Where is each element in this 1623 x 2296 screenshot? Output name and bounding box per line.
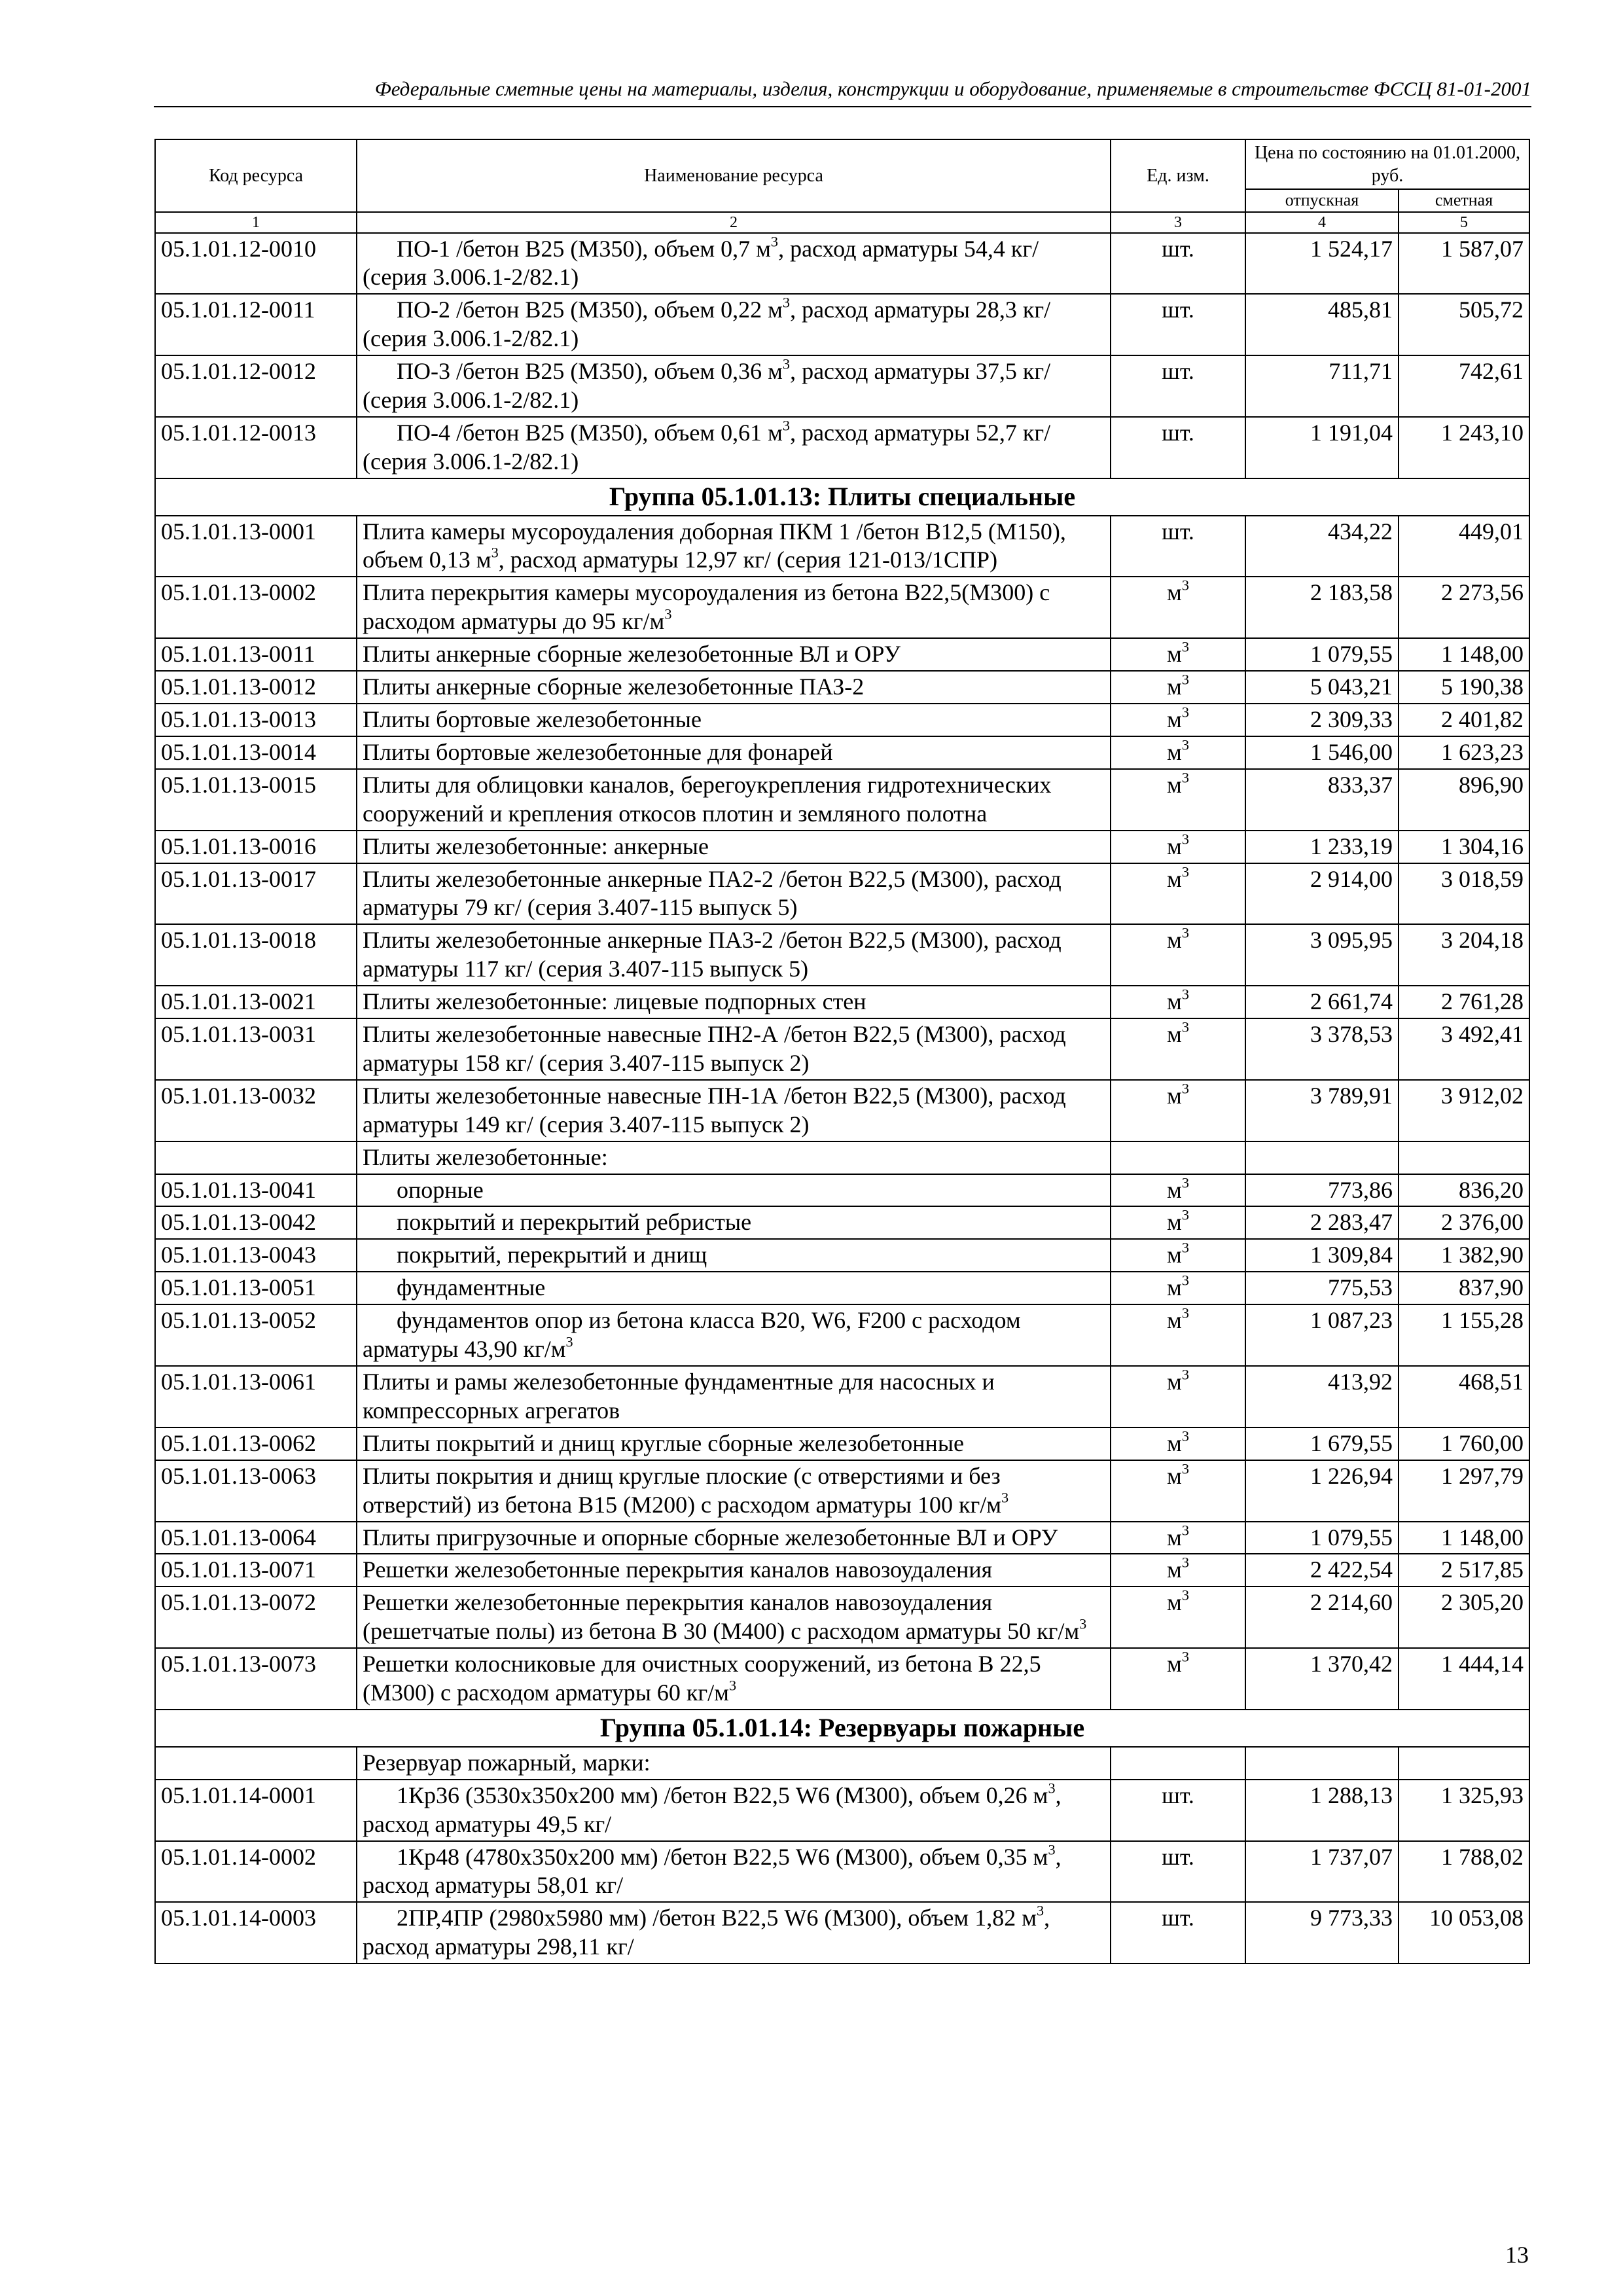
release-price-cell — [1245, 1141, 1399, 1174]
unit: $м^3$ — [1111, 986, 1245, 1018]
resource-code: 05.1.01.14-0003 — [155, 1902, 357, 1964]
resource-name: Плиты покрытий и днищ круглые сборные железобетонные — [357, 1427, 1111, 1460]
table-row — [155, 355, 1529, 417]
resource-name: ПО-4 /бетон В25 (М350), объем 0,61 $м^3$, расход арматуры 52,7 кг/ (серия 3.006.1-2/82.1) — [357, 417, 1111, 478]
table-row — [155, 1018, 1529, 1080]
release-price: 3 095,95 — [1245, 924, 1399, 986]
resource-code: 05.1.01.13-0073 — [155, 1648, 357, 1710]
unit: $м^3$ — [1111, 1239, 1245, 1272]
resource-name: 2ПР,4ПР (2980x5980 мм) /бетон В22,5 W6 (М300), объем 1,82 $м^3$, расход арматуры 298,11 кг/ — [357, 1902, 1111, 1964]
release-price: 1 226,94 — [1245, 1460, 1399, 1522]
release-price: 2 661,74 — [1245, 986, 1399, 1018]
unit: шт. — [1111, 516, 1245, 577]
estimate-price: 468,51 — [1399, 1366, 1529, 1427]
release-price: 775,53 — [1245, 1272, 1399, 1304]
resource-code: 05.1.01.13-0061 — [155, 1366, 357, 1427]
estimate-price: 2 517,85 — [1399, 1554, 1529, 1587]
release-price: 1 679,55 — [1245, 1427, 1399, 1460]
resource-code: 05.1.01.13-0041 — [155, 1174, 357, 1207]
release-price: 1 087,23 — [1245, 1304, 1399, 1366]
subheading-label: Резервуар пожарный, марки: — [357, 1747, 1111, 1780]
table-row — [155, 1554, 1529, 1587]
release-price: 1 079,55 — [1245, 638, 1399, 671]
table-row — [155, 736, 1529, 769]
unit: $м^3$ — [1111, 1272, 1245, 1304]
resource-code: 05.1.01.13-0052 — [155, 1304, 357, 1366]
release-price: 1 546,00 — [1245, 736, 1399, 769]
estimate-price: 3 018,59 — [1399, 863, 1529, 925]
resource-name: Плиты анкерные сборные железобетонные ПАЗ-2 — [357, 671, 1111, 704]
resource-code: 05.1.01.12-0010 — [155, 233, 357, 295]
unit: шт. — [1111, 355, 1245, 417]
resource-name: 1Кр48 (4780x350x200 мм) /бетон В22,5 W6 (М300), объем 0,35 $м^3$, расход арматуры 58,01 кг/ — [357, 1841, 1111, 1903]
estimate-price: 1 155,28 — [1399, 1304, 1529, 1366]
unit: $м^3$ — [1111, 1522, 1245, 1554]
resource-name: Плиты железобетонные: анкерные — [357, 831, 1111, 863]
estimate-price: 1 297,79 — [1399, 1460, 1529, 1522]
unit: $м^3$ — [1111, 577, 1245, 638]
running-header: Федеральные сметные цены на материалы, изделия, конструкции и оборудование, применяемые в строительстве ФССЦ 81-01-2001 — [154, 77, 1531, 107]
release-price: 2 309,33 — [1245, 704, 1399, 736]
estimate-price: 1 760,00 — [1399, 1427, 1529, 1460]
unit: $м^3$ — [1111, 831, 1245, 863]
estimate-price: 3 204,18 — [1399, 924, 1529, 986]
group-heading: Группа 05.1.01.14: Резервуары пожарные — [155, 1710, 1529, 1747]
unit: $м^3$ — [1111, 1427, 1245, 1460]
table-row — [155, 233, 1529, 295]
unit: шт. — [1111, 294, 1245, 355]
release-price: 2 422,54 — [1245, 1554, 1399, 1587]
unit: $м^3$ — [1111, 1304, 1245, 1366]
estimate-price: 10 053,08 — [1399, 1902, 1529, 1964]
estimate-price: 3 912,02 — [1399, 1080, 1529, 1141]
resource-code: 05.1.01.12-0013 — [155, 417, 357, 478]
unit: $м^3$ — [1111, 1174, 1245, 1207]
estimate-price: 896,90 — [1399, 769, 1529, 831]
table-row — [155, 1648, 1529, 1710]
release-price: 1 370,42 — [1245, 1648, 1399, 1710]
group-heading: Группа 05.1.01.13: Плиты специальные — [155, 478, 1529, 516]
header-estimate: сметная — [1399, 189, 1529, 212]
unit: $м^3$ — [1111, 1018, 1245, 1080]
resource-name: Плита камеры мусороудаления доборная ПКМ 1 /бетон В12,5 (М150), объем 0,13 $м^3$, расход арматуры 12,97 кг/ (серия 121-013/1СПР) — [357, 516, 1111, 577]
table-row — [155, 1272, 1529, 1304]
resource-name: опорные — [357, 1174, 1111, 1207]
column-number: 4 — [1245, 212, 1399, 233]
resource-name: Плиты анкерные сборные железобетонные ВЛ и ОРУ — [357, 638, 1111, 671]
estimate-price-cell — [1399, 1141, 1529, 1174]
estimate-price: 836,20 — [1399, 1174, 1529, 1207]
resource-name: Плиты железобетонные анкерные ПА2-2 /бетон В22,5 (М300), расход арматуры 79 кг/ (серия 3.407-115 выпуск 5) — [357, 863, 1111, 925]
estimate-price: 2 376,00 — [1399, 1206, 1529, 1239]
resource-code: 05.1.01.13-0001 — [155, 516, 357, 577]
resource-code: 05.1.01.13-0017 — [155, 863, 357, 925]
estimate-price: 1 382,90 — [1399, 1239, 1529, 1272]
resource-code: 05.1.01.13-0051 — [155, 1272, 357, 1304]
resource-code: 05.1.01.13-0042 — [155, 1206, 357, 1239]
resource-code: 05.1.01.14-0002 — [155, 1841, 357, 1903]
resource-name: Плиты для облицовки каналов, берегоукрепления гидротехнических сооружений и крепления откосов плотин и земляного полотна — [357, 769, 1111, 831]
release-price: 1 288,13 — [1245, 1780, 1399, 1841]
unit: $м^3$ — [1111, 769, 1245, 831]
estimate-price-cell — [1399, 1747, 1529, 1780]
release-price: 2 283,47 — [1245, 1206, 1399, 1239]
estimate-price: 2 401,82 — [1399, 704, 1529, 736]
resource-name: Плиты железобетонные навесные ПН2-А /бетон В22,5 (М300), расход арматуры 158 кг/ (серия 3.407-115 выпуск 2) — [357, 1018, 1111, 1080]
unit: шт. — [1111, 1841, 1245, 1903]
header-price: Цена по состоянию на 01.01.2000, руб. — [1245, 139, 1529, 189]
release-price: 1 309,84 — [1245, 1239, 1399, 1272]
header-row — [155, 139, 1529, 189]
resource-code: 05.1.01.13-0064 — [155, 1522, 357, 1554]
unit: $м^3$ — [1111, 736, 1245, 769]
table-row — [155, 1366, 1529, 1427]
release-price: 1 079,55 — [1245, 1522, 1399, 1554]
release-price: 1 737,07 — [1245, 1841, 1399, 1903]
table-row — [155, 1522, 1529, 1554]
table-row — [155, 294, 1529, 355]
resource-code: 05.1.01.13-0012 — [155, 671, 357, 704]
resource-code: 05.1.01.13-0032 — [155, 1080, 357, 1141]
unit: $м^3$ — [1111, 704, 1245, 736]
release-price: 833,37 — [1245, 769, 1399, 831]
estimate-price: 1 444,14 — [1399, 1648, 1529, 1710]
resource-code: 05.1.01.12-0012 — [155, 355, 357, 417]
resource-name: Решетки железобетонные перекрытия каналов навозоудаления (решетчатые полы) из бетона В 30 (М400) с расходом арматуры 50 $кг/м^3$ — [357, 1587, 1111, 1648]
release-price: 2 214,60 — [1245, 1587, 1399, 1648]
unit: $м^3$ — [1111, 1460, 1245, 1522]
estimate-price: 1 148,00 — [1399, 638, 1529, 671]
estimate-price: 1 148,00 — [1399, 1522, 1529, 1554]
release-price: 3 378,53 — [1245, 1018, 1399, 1080]
resource-code: 05.1.01.12-0011 — [155, 294, 357, 355]
unit: шт. — [1111, 1902, 1245, 1964]
table-row — [155, 638, 1529, 671]
price-table — [154, 139, 1530, 1964]
page-number: 13 — [1505, 2242, 1529, 2268]
table-row — [155, 1841, 1529, 1903]
table-row — [155, 1460, 1529, 1522]
header-name: Наименование ресурса — [357, 139, 1111, 212]
release-price: 1 524,17 — [1245, 233, 1399, 295]
column-number: 1 — [155, 212, 357, 233]
unit: $м^3$ — [1111, 1587, 1245, 1648]
release-price: 2 914,00 — [1245, 863, 1399, 925]
estimate-price: 2 761,28 — [1399, 986, 1529, 1018]
estimate-price: 505,72 — [1399, 294, 1529, 355]
resource-code: 05.1.01.13-0002 — [155, 577, 357, 638]
release-price: 1 233,19 — [1245, 831, 1399, 863]
table-row — [155, 1780, 1529, 1841]
resource-code: 05.1.01.13-0031 — [155, 1018, 357, 1080]
column-number: 5 — [1399, 212, 1529, 233]
unit: $м^3$ — [1111, 924, 1245, 986]
resource-name: Плиты пригрузочные и опорные сборные железобетонные ВЛ и ОРУ — [357, 1522, 1111, 1554]
resource-name: Плиты железобетонные анкерные ПА3-2 /бетон В22,5 (М300), расход арматуры 117 кг/ (серия 3.407-115 выпуск 5) — [357, 924, 1111, 986]
table-row — [155, 1174, 1529, 1207]
resource-name: Плиты бортовые железобетонные — [357, 704, 1111, 736]
release-price: 5 043,21 — [1245, 671, 1399, 704]
table-row — [155, 516, 1529, 577]
table-row — [155, 704, 1529, 736]
resource-code: 05.1.01.13-0018 — [155, 924, 357, 986]
estimate-price: 1 243,10 — [1399, 417, 1529, 478]
resource-code-cell — [155, 1747, 357, 1780]
estimate-price: 2 305,20 — [1399, 1587, 1529, 1648]
unit-cell — [1111, 1141, 1245, 1174]
unit: $м^3$ — [1111, 1648, 1245, 1710]
estimate-price: 1 587,07 — [1399, 233, 1529, 295]
estimate-price: 1 325,93 — [1399, 1780, 1529, 1841]
table-body — [155, 233, 1529, 1964]
estimate-price: 1 623,23 — [1399, 736, 1529, 769]
release-price: 9 773,33 — [1245, 1902, 1399, 1964]
resource-name: ПО-3 /бетон В25 (М350), объем 0,36 $м^3$, расход арматуры 37,5 кг/ (серия 3.006.1-2/82.1) — [357, 355, 1111, 417]
estimate-price: 2 273,56 — [1399, 577, 1529, 638]
table-row — [155, 1587, 1529, 1648]
resource-code: 05.1.01.13-0011 — [155, 638, 357, 671]
table-row — [155, 769, 1529, 831]
estimate-price: 837,90 — [1399, 1272, 1529, 1304]
resource-code: 05.1.01.13-0014 — [155, 736, 357, 769]
estimate-price: 449,01 — [1399, 516, 1529, 577]
unit: $м^3$ — [1111, 1554, 1245, 1587]
group-heading-row — [155, 1710, 1529, 1747]
subheading-label: Плиты железобетонные: — [357, 1141, 1111, 1174]
release-price: 434,22 — [1245, 516, 1399, 577]
table-row — [155, 417, 1529, 478]
release-price-cell — [1245, 1747, 1399, 1780]
resource-name: Плита перекрытия камеры мусороудаления из бетона В22,5(М300) с расходом арматуры до 95 $кг/м^3$ — [357, 577, 1111, 638]
release-price: 773,86 — [1245, 1174, 1399, 1207]
resource-name: покрытий, перекрытий и днищ — [357, 1239, 1111, 1272]
estimate-price: 3 492,41 — [1399, 1018, 1529, 1080]
resource-name: Плиты железобетонные навесные ПН-1А /бетон В22,5 (М300), расход арматуры 149 кг/ (серия 3.407-115 выпуск 2) — [357, 1080, 1111, 1141]
resource-name: Решетки колосниковые для очистных сооружений, из бетона В 22,5 (М300) с расходом арматуры 60 $кг/м^3$ — [357, 1648, 1111, 1710]
table-row — [155, 831, 1529, 863]
group-heading-row — [155, 478, 1529, 516]
table-row — [155, 1206, 1529, 1239]
table-row — [155, 1080, 1529, 1141]
header-release: отпускная — [1245, 189, 1399, 212]
resource-code: 05.1.01.13-0016 — [155, 831, 357, 863]
resource-name: Плиты и рамы железобетонные фундаментные для насосных и компрессорных агрегатов — [357, 1366, 1111, 1427]
unit: $м^3$ — [1111, 863, 1245, 925]
table-row — [155, 1239, 1529, 1272]
resource-code: 05.1.01.13-0015 — [155, 769, 357, 831]
column-number: 3 — [1111, 212, 1245, 233]
header-code: Код ресурса — [155, 139, 357, 212]
resource-code: 05.1.01.13-0013 — [155, 704, 357, 736]
resource-name: Плиты бортовые железобетонные для фонарей — [357, 736, 1111, 769]
estimate-price: 1 304,16 — [1399, 831, 1529, 863]
table-row — [155, 1427, 1529, 1460]
resource-code: 05.1.01.13-0063 — [155, 1460, 357, 1522]
table-row — [155, 671, 1529, 704]
unit: $м^3$ — [1111, 1366, 1245, 1427]
unit: $м^3$ — [1111, 638, 1245, 671]
estimate-price: 1 788,02 — [1399, 1841, 1529, 1903]
resource-name: фундаментов опор из бетона класса В20, W6, F200 с расходом арматуры 43,90 $кг/м^3$ — [357, 1304, 1111, 1366]
resource-name: Плиты железобетонные: лицевые подпорных стен — [357, 986, 1111, 1018]
table-row — [155, 1902, 1529, 1964]
resource-code: 05.1.01.13-0071 — [155, 1554, 357, 1587]
subheading-row — [155, 1747, 1529, 1780]
resource-code: 05.1.01.13-0043 — [155, 1239, 357, 1272]
resource-code: 05.1.01.13-0072 — [155, 1587, 357, 1648]
resource-name: 1Кр36 (3530x350x200 мм) /бетон В22,5 W6 (М300), объем 0,26 $м^3$, расход арматуры 49,5 кг/ — [357, 1780, 1111, 1841]
table-row — [155, 1304, 1529, 1366]
unit: шт. — [1111, 1780, 1245, 1841]
column-number-row — [155, 212, 1529, 233]
release-price: 3 789,91 — [1245, 1080, 1399, 1141]
header-unit: Ед. изм. — [1111, 139, 1245, 212]
estimate-price: 742,61 — [1399, 355, 1529, 417]
release-price: 485,81 — [1245, 294, 1399, 355]
unit: шт. — [1111, 233, 1245, 295]
table-row — [155, 986, 1529, 1018]
unit-cell — [1111, 1747, 1245, 1780]
table-row — [155, 924, 1529, 986]
unit: $м^3$ — [1111, 671, 1245, 704]
resource-name: покрытий и перекрытий ребристые — [357, 1206, 1111, 1239]
resource-code-cell — [155, 1141, 357, 1174]
release-price: 711,71 — [1245, 355, 1399, 417]
resource-name: Решетки железобетонные перекрытия каналов навозоудаления — [357, 1554, 1111, 1587]
resource-code: 05.1.01.13-0021 — [155, 986, 357, 1018]
resource-name: ПО-2 /бетон В25 (М350), объем 0,22 $м^3$, расход арматуры 28,3 кг/ (серия 3.006.1-2/82.1) — [357, 294, 1111, 355]
release-price: 1 191,04 — [1245, 417, 1399, 478]
estimate-price: 5 190,38 — [1399, 671, 1529, 704]
resource-code: 05.1.01.14-0001 — [155, 1780, 357, 1841]
table-row — [155, 577, 1529, 638]
release-price: 413,92 — [1245, 1366, 1399, 1427]
unit: шт. — [1111, 417, 1245, 478]
column-number: 2 — [357, 212, 1111, 233]
table-row — [155, 863, 1529, 925]
subheading-row — [155, 1141, 1529, 1174]
release-price: 2 183,58 — [1245, 577, 1399, 638]
resource-code: 05.1.01.13-0062 — [155, 1427, 357, 1460]
resource-name: фундаментные — [357, 1272, 1111, 1304]
unit: $м^3$ — [1111, 1206, 1245, 1239]
unit: $м^3$ — [1111, 1080, 1245, 1141]
resource-name: Плиты покрытия и днищ круглые плоские (с отверстиями и без отверстий) из бетона В15 (М200) с расходом арматуры 100 $кг/м^3$ — [357, 1460, 1111, 1522]
resource-name: ПО-1 /бетон В25 (М350), объем 0,7 $м^3$, расход арматуры 54,4 кг/ (серия 3.006.1-2/82.1) — [357, 233, 1111, 295]
